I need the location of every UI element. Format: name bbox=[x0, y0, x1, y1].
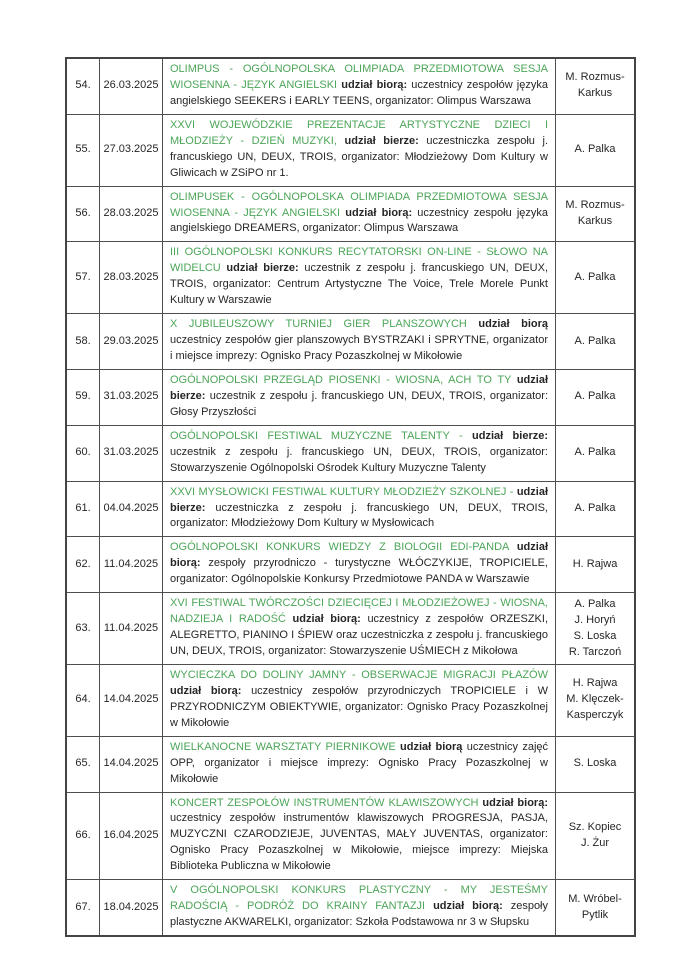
organizer-cell bbox=[556, 186, 636, 242]
organizer-cell bbox=[556, 664, 636, 736]
event-description-cell bbox=[163, 481, 556, 537]
row-number-cell: 63. bbox=[66, 593, 100, 665]
organizer-cell bbox=[556, 593, 636, 665]
event-description-cell bbox=[163, 792, 556, 880]
event-description-cell bbox=[163, 114, 556, 186]
organizer-name: R. Tarczoń bbox=[568, 645, 622, 658]
event-date-cell: 14.04.2025 bbox=[100, 664, 163, 736]
event-description-cell bbox=[163, 58, 556, 114]
event-date-cell: 11.04.2025 bbox=[100, 593, 163, 665]
events-table-body bbox=[66, 58, 635, 936]
event-details: uczestnicy z zespołów ORZESZKI, ALEGRETTO, PIANINO I ŚPIEW oraz uczestniczka z zespołu j. francuskiego UN, DEUX, TROIS, organizator: Stowarzyszenie UŚMIECH z Mikołowa bbox=[170, 613, 549, 657]
event-date-cell: 27.03.2025 bbox=[100, 114, 163, 186]
row-number-cell: 58. bbox=[66, 314, 100, 370]
participation-label: udział biorą bbox=[478, 318, 549, 331]
event-description-cell bbox=[163, 369, 556, 425]
event-title: XVI FESTIWAL TWÓRCZOŚCI DZIECIĘCEJ I MŁODZIEŻOWEJ - WIOSNA, NADZIEJA I RADOŚĆ bbox=[170, 597, 548, 626]
organizer-cell bbox=[556, 58, 636, 114]
organizer-name: A. Palka bbox=[574, 502, 616, 514]
participation-label: udział bierze: bbox=[472, 429, 548, 442]
event-description-cell bbox=[163, 242, 556, 314]
event-details: uczestnik z zespołu j. francuskiego UN, DEUX, TROIS, organizator: Stowarzyszenie Ogólnopolski Ośrodek Kultury Muzyczne Talenty bbox=[170, 445, 548, 474]
table-row bbox=[66, 736, 635, 792]
event-date-cell: 26.03.2025 bbox=[100, 58, 163, 114]
event-date-cell: 28.03.2025 bbox=[100, 242, 163, 314]
row-number-cell: 62. bbox=[66, 537, 100, 593]
row-number-cell: 54. bbox=[66, 58, 100, 114]
table-row bbox=[66, 537, 635, 593]
organizer-cell bbox=[556, 537, 636, 593]
organizer-name: H. Rajwa bbox=[572, 557, 618, 570]
event-details: zespoły plastyczne AKWARELKI, organizator: Szkoła Podstawowa nr 3 w Słupsku bbox=[170, 900, 548, 929]
organizer-name: A. Palka bbox=[574, 446, 616, 459]
table-row bbox=[66, 880, 635, 936]
organizer-name: M. Klęczek-Kasperczyk bbox=[566, 693, 624, 722]
table-row bbox=[66, 58, 635, 114]
row-number-cell: 66. bbox=[66, 792, 100, 880]
table-row bbox=[66, 664, 635, 736]
table-row bbox=[66, 481, 635, 537]
event-title: KONCERT ZESPOŁÓW INSTRUMENTÓW KLAWISZOWYCH bbox=[170, 796, 479, 809]
event-details: uczestnicy zespołów przyrodniczych TROPICIELE i W PRZYRODNICZYM OBIEKTYWIE, organizator: Ognisko Pracy Pozaszkolnej w Mikołowie bbox=[170, 684, 548, 729]
event-date-cell: 18.04.2025 bbox=[100, 880, 163, 936]
organizer-name: H. Rajwa bbox=[572, 677, 618, 690]
event-details: uczestnicy zajęć OPP, organizator i miejsce imprezy: Ognisko Pracy Pozaszkolnej w Mikołowie bbox=[170, 740, 549, 785]
event-description-cell bbox=[163, 186, 556, 242]
event-description-cell bbox=[163, 880, 556, 936]
organizer-cell bbox=[556, 425, 636, 481]
organizer-name: A. Palka bbox=[574, 390, 616, 403]
row-number-cell: 55. bbox=[66, 114, 100, 186]
event-date-cell: 04.04.2025 bbox=[100, 481, 163, 537]
participation-label: udział biorą bbox=[400, 740, 463, 753]
participation-label: udział biorą: bbox=[341, 78, 408, 91]
participation-label: udział biorą: bbox=[170, 684, 242, 697]
table-row bbox=[66, 186, 635, 242]
event-title: III OGÓLNOPOLSKI KONKURS RECYTATORSKI ON-LINE - SŁOWO NA WIDELCU bbox=[170, 246, 548, 275]
organizer-name: M. Rozmus-Karkus bbox=[565, 71, 625, 100]
event-description-cell bbox=[163, 593, 556, 665]
event-description-cell bbox=[163, 425, 556, 481]
organizer-cell bbox=[556, 314, 636, 370]
event-description-cell bbox=[163, 664, 556, 736]
event-details: zespoły przyrodniczo - turystyczne WŁÓCZYKIJE, TROPICIELE, organizator: Ogólnopolskie Konkursy Przedmiotowe PANDA w Warszawie bbox=[170, 557, 548, 586]
organizer-name: A. Palka bbox=[574, 270, 616, 283]
event-description-cell bbox=[163, 736, 556, 792]
events-table bbox=[65, 57, 636, 937]
organizer-cell bbox=[556, 792, 636, 880]
organizer-name: A. Palka bbox=[574, 334, 616, 347]
participation-label: udział biorą: bbox=[433, 900, 503, 913]
event-description-cell bbox=[163, 314, 556, 370]
organizer-name: Sz. Kopiec bbox=[568, 820, 622, 833]
participation-label: udział bierze: bbox=[226, 262, 299, 275]
event-title: WYCIECZKA DO DOLINY JAMNY - OBSERWACJE MIGRACJI PŁAZÓW bbox=[170, 668, 548, 681]
event-title: OLIMPUS - OGÓLNOPOLSKA OLIMPIADA PRZEDMIOTOWA SESJA WIOSENNA - JĘZYK ANGIELSKI bbox=[170, 63, 548, 91]
row-number-cell: 67. bbox=[66, 880, 100, 936]
event-details: uczestniczka zespołu j. francuskiego UN, DEUX, TROIS, organizator: Młodzieżowy Dom Kultury w Gliwicach w ZSiPO nr 1. bbox=[170, 134, 549, 179]
table-row bbox=[66, 242, 635, 314]
participation-label: udział bierze: bbox=[344, 134, 419, 147]
organizer-name: J. Żur bbox=[580, 836, 610, 849]
event-date-cell: 29.03.2025 bbox=[100, 314, 163, 370]
event-title: OGÓLNOPOLSKI KONKURS WIEDZY Z BIOLOGII EDI-PANDA bbox=[170, 541, 509, 554]
participation-label: udział bierze: bbox=[170, 373, 548, 402]
event-title: OGÓLNOPOLSKI FESTIWAL MUZYCZNE TALENTY - bbox=[170, 429, 463, 442]
table-row bbox=[66, 593, 635, 665]
event-date-cell: 31.03.2025 bbox=[100, 425, 163, 481]
row-number-cell: 65. bbox=[66, 736, 100, 792]
event-date-cell: 28.03.2025 bbox=[100, 186, 163, 242]
organizer-cell bbox=[556, 736, 636, 792]
event-title: OLIMPUSEK - OGÓLNOPOLSKA OLIMPIADA PRZEDMIOTOWA SESJA WIOSENNA - JĘZYK ANGIELSKI bbox=[170, 190, 548, 219]
row-number-cell: 61. bbox=[66, 481, 100, 537]
event-title: XXVI MYSŁOWICKI FESTIWAL KULTURY MŁODZIEŻY SZKOLNEJ - bbox=[170, 485, 514, 498]
event-title: WIELKANOCNE WARSZTATY PIERNIKOWE bbox=[170, 740, 396, 753]
row-number-cell: 64. bbox=[66, 664, 100, 736]
event-details: uczestnicy zespołów języka angielskiego SEEKERS i EARLY TEENS, organizator: Olimpus Warszawa bbox=[170, 78, 548, 107]
event-title: V OGÓLNOPOLSKI KONKURS PLASTYCZNY - MY JESTEŚMY RADOŚCIĄ - PODRÓŻ DO KRAINY FANTAZJI bbox=[170, 884, 548, 913]
organizer-cell bbox=[556, 114, 636, 186]
table-row bbox=[66, 114, 635, 186]
event-date-cell: 31.03.2025 bbox=[100, 369, 163, 425]
event-date-cell: 16.04.2025 bbox=[100, 792, 163, 880]
event-title: XXVI WOJEWÓDZKIE PREZENTACJE ARTYSTYCZNE DZIECI I MŁODZIEŻY - DZIEŃ MUZYKI, bbox=[170, 118, 548, 147]
participation-label: udział biorą: bbox=[292, 613, 361, 626]
row-number-cell: 60. bbox=[66, 425, 100, 481]
organizer-name: S. Loska bbox=[573, 757, 617, 770]
event-date-cell: 14.04.2025 bbox=[100, 736, 163, 792]
participation-label: udział biorą: bbox=[345, 206, 413, 219]
organizer-name: M. Wróbel-Pytlik bbox=[568, 892, 622, 921]
event-details: uczestnicy zespołów gier planszowych BYSTRZAKI i SPRYTNE, organizator i miejsce imprezy: Ognisko Pracy Pozaszkolnej w Mikołowie bbox=[170, 334, 548, 362]
organizer-cell bbox=[556, 880, 636, 936]
row-number-cell: 59. bbox=[66, 369, 100, 425]
table-row bbox=[66, 792, 635, 880]
organizer-name: S. Loska bbox=[573, 629, 617, 642]
event-details: uczestnik z zespołu j. francuskiego UN, DEUX, TROIS, organizator: Głosy Przyszłości bbox=[170, 389, 548, 418]
organizer-cell bbox=[556, 481, 636, 537]
participation-label: udział biorą: bbox=[170, 541, 548, 570]
table-row bbox=[66, 369, 635, 425]
organizer-name: A. Palka bbox=[574, 597, 616, 610]
table-row bbox=[66, 314, 635, 370]
organizer-name: A. Palka bbox=[574, 143, 616, 156]
event-title: OGÓLNOPOLSKI PRZEGLĄD PIOSENKI - WIOSNA, ACH TO TY bbox=[170, 373, 512, 386]
participation-label: udział bierze: bbox=[170, 485, 548, 514]
table-row bbox=[66, 425, 635, 481]
event-title: X JUBILEUSZOWY TURNIEJ GIER PLANSZOWYCH bbox=[170, 318, 467, 331]
organizer-cell bbox=[556, 369, 636, 425]
row-number-cell: 56. bbox=[66, 186, 100, 242]
organizer-name: M. Rozmus-Karkus bbox=[565, 199, 625, 227]
event-date-cell: 11.04.2025 bbox=[100, 537, 163, 593]
event-details: uczestniczka z zespołu j. francuskiego UN, DEUX, TROIS, organizator: Młodzieżowy Dom Kultury w Mysłowicach bbox=[170, 501, 548, 530]
event-details: uczestnicy zespołów instrumentów klawiszowych PROGRESJA, PASJA, MUZYCZNI CZARODZIEJE, JUVENTAS, MAŁY JUVENTAS, organizator: Ognisko Pracy Pozaszkolnej w Mikołowie, miejsce imprezy: Miejska Biblioteka Publiczna w Mikołowie bbox=[170, 812, 548, 873]
event-details: uczestnik z zespołu j. francuskiego UN, DEUX, TROIS, organizator: Centrum Artystyczne The Voice, Trele Morele Punkt Kultury w Warszawie bbox=[170, 262, 548, 307]
event-details: uczestnicy zespołu języka angielskiego DREAMERS, organizator: Olimpus Warszawa bbox=[170, 206, 549, 235]
participation-label: udział biorą: bbox=[482, 796, 548, 809]
row-number-cell: 57. bbox=[66, 242, 100, 314]
organizer-name: J. Horyń bbox=[574, 613, 616, 626]
organizer-cell bbox=[556, 242, 636, 314]
event-description-cell bbox=[163, 537, 556, 593]
